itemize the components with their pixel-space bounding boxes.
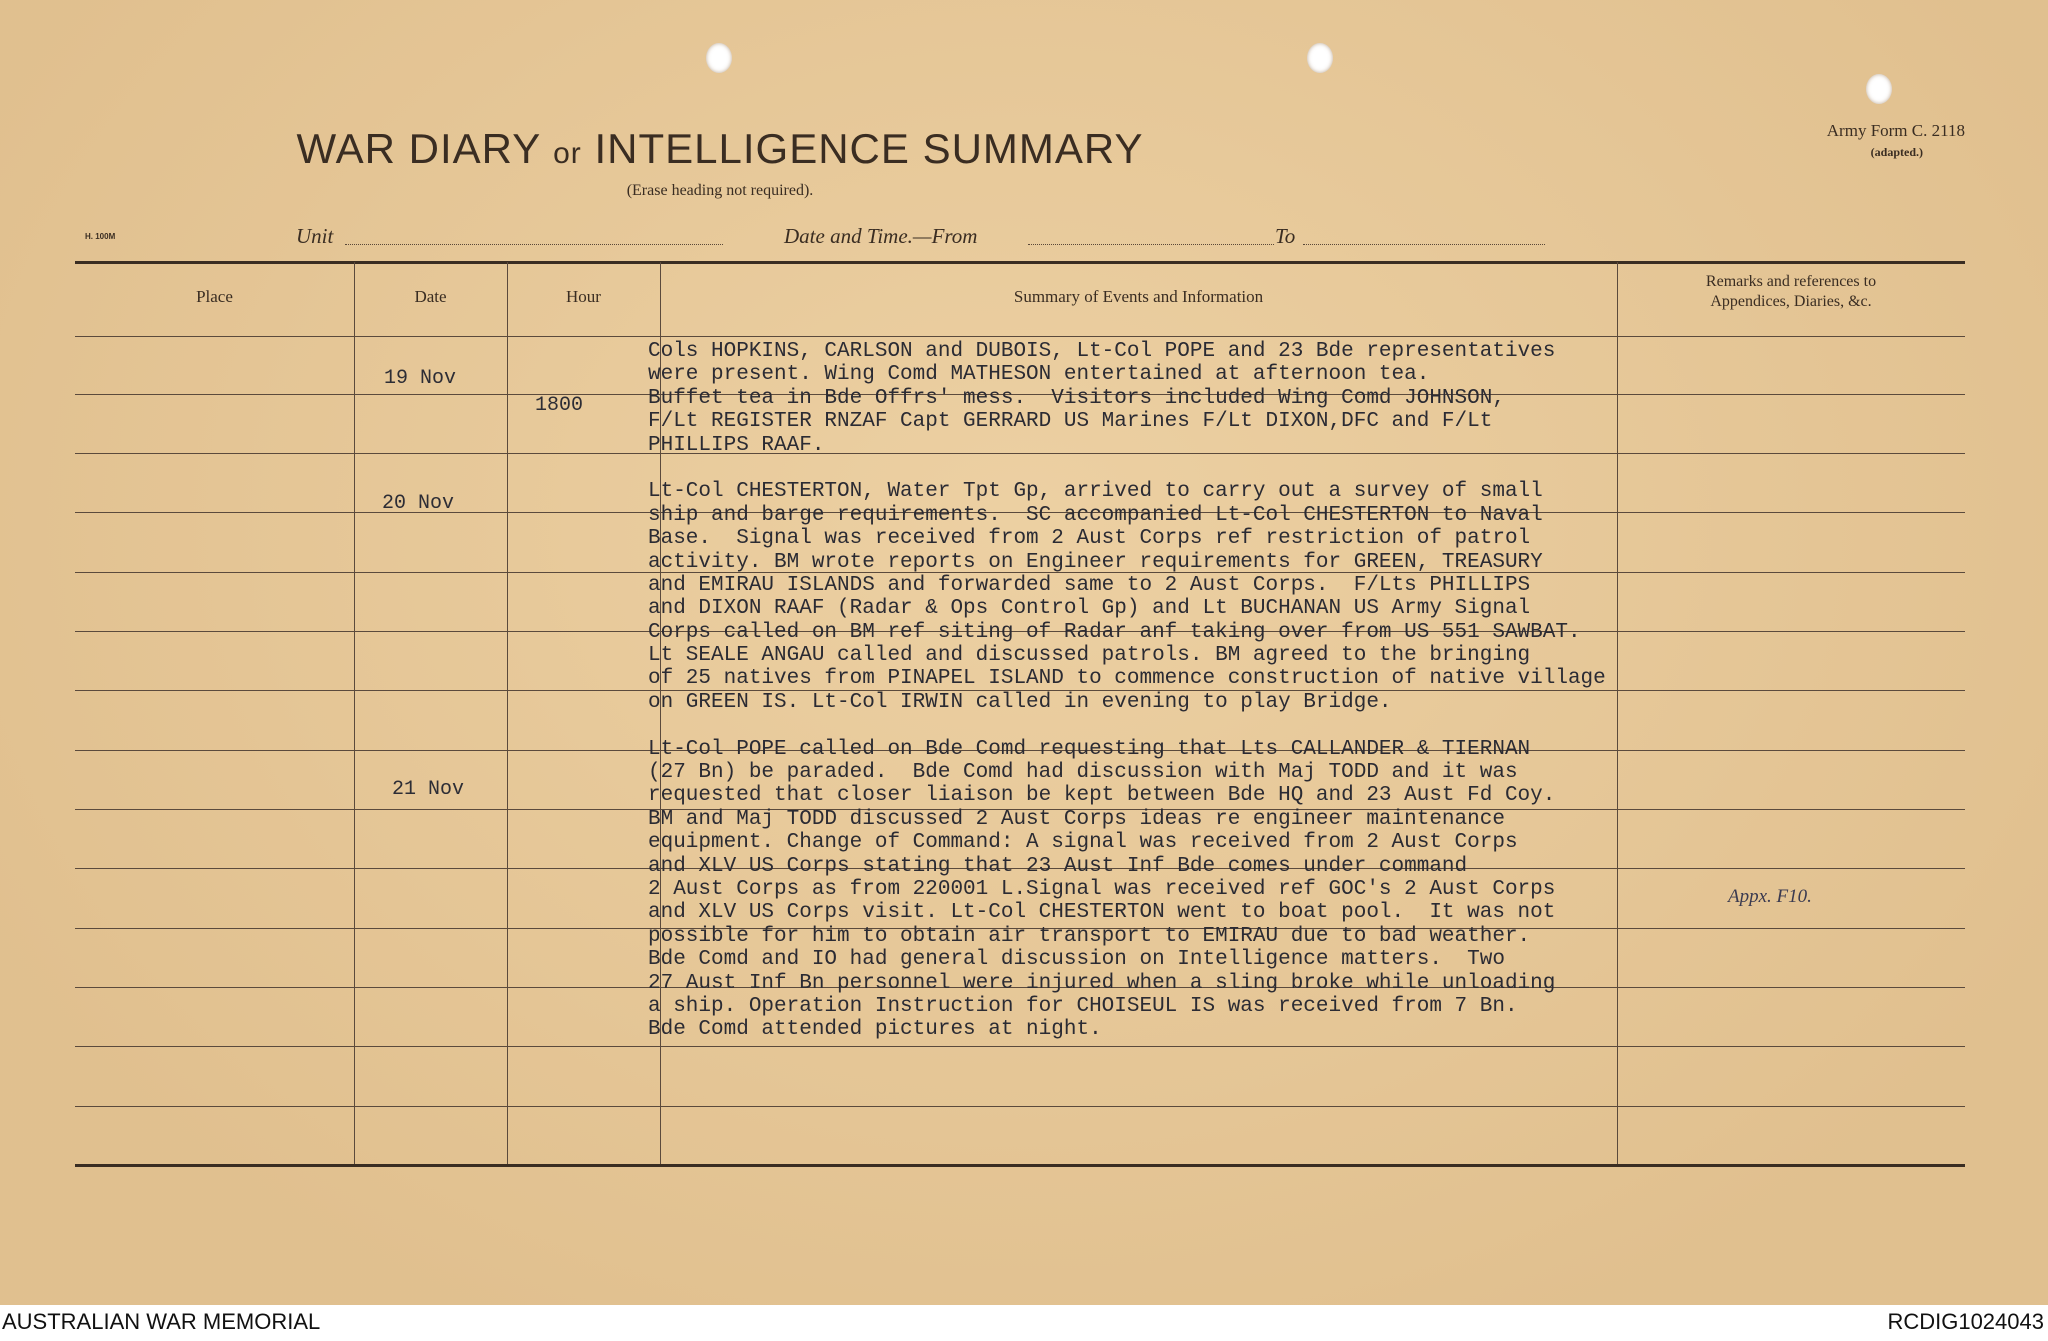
summary-text bbox=[648, 340, 1928, 1042]
col-header-place: Place bbox=[196, 287, 233, 306]
date-21-nov: 21 Nov bbox=[392, 778, 465, 801]
summary-line: and XLV US Corps visit. Lt-Col CHESTERTON went to boat pool. It was not bbox=[648, 901, 1556, 925]
form-subtitle: (Erase heading not required). bbox=[626, 182, 814, 199]
summary-line: possible for him to obtain air transport to EMIRAU due to bad weather. bbox=[648, 924, 1531, 948]
summary-line: of 25 natives from PINAPEL ISLAND to commence construction of native village bbox=[648, 667, 1606, 691]
form-title bbox=[0, 125, 1440, 173]
summary-line: equipment. Change of Command: A signal was received from 2 Aust Corps bbox=[648, 831, 1518, 855]
summary-line: Buffet tea in Bde Offrs' mess. Visitors included Wing Comd JOHNSON, bbox=[648, 386, 1505, 410]
summary-line: (27 Bn) be paraded. Bde Comd had discussion with Maj TODD and it was bbox=[648, 761, 1518, 785]
summary-line: activity. BM wrote reports on Engineer requirements for GREEN, TREASURY bbox=[648, 550, 1543, 574]
summary-line: Lt-Col CHESTERTON, Water Tpt Gp, arrived to carry out a survey of small bbox=[648, 480, 1543, 504]
title-intelligence-summary: INTELLIGENCE SUMMARY bbox=[594, 125, 1144, 172]
punch-hole bbox=[706, 43, 732, 73]
summary-line: Lt SEALE ANGAU called and discussed patrols. BM agreed to the bringing bbox=[648, 644, 1531, 668]
summary-line: and EMIRAU ISLANDS and forwarded same to 2 Aust Corps. F/Lts PHILLIPS bbox=[648, 573, 1531, 597]
to-label: To bbox=[1275, 224, 1296, 248]
summary-line: were present. Wing Comd MATHESON entertained at afternoon tea. bbox=[648, 363, 1430, 387]
col-header-remarks-line1: Remarks and references to bbox=[1705, 273, 1877, 290]
title-war-diary: WAR DIARY bbox=[296, 125, 541, 172]
col-header-summary: Summary of Events and Information bbox=[1013, 287, 1264, 306]
col-divider-place bbox=[354, 262, 355, 1164]
summary-line: and DIXON RAAF (Radar & Ops Control Gp) and Lt BUCHANAN US Army Signal bbox=[648, 597, 1531, 621]
summary-line: PHILLIPS RAAF. bbox=[648, 433, 825, 457]
form-number-block bbox=[1765, 121, 1965, 160]
col-header-hour: Hour bbox=[566, 287, 601, 306]
summary-line: a ship. Operation Instruction for CHOISEUL IS was received from 7 Bn. bbox=[648, 994, 1518, 1018]
col-divider-date bbox=[507, 262, 508, 1164]
hour-1800: 1800 bbox=[535, 394, 584, 417]
footer-institution: AUSTRALIAN WAR MEMORIAL bbox=[2, 1309, 321, 1334]
summary-line: BM and Maj TODD discussed 2 Aust Corps ideas re engineer maintenance bbox=[648, 807, 1505, 831]
summary-line: Corps called on BM ref siting of Radar anf taking over from US 551 SAWBAT. bbox=[648, 620, 1581, 644]
summary-line: ship and barge requirements. SC accompanied Lt-Col CHESTERTON to Naval bbox=[648, 503, 1543, 527]
col-header-date: Date bbox=[414, 287, 447, 306]
to-field-line bbox=[1303, 244, 1545, 245]
punch-hole bbox=[1307, 43, 1333, 73]
summary-line bbox=[648, 457, 1928, 480]
summary-line: 27 Aust Inf Bn personnel were injured when a sling broke while unloading bbox=[648, 971, 1556, 995]
footer-record-id: RCDIG1024043 bbox=[1887, 1309, 2044, 1334]
summary-line: on GREEN IS. Lt-Col IRWIN called in evening to play Bridge. bbox=[648, 690, 1392, 714]
summary-line: and XLV US Corps stating that 23 Aust Inf Bde comes under command bbox=[648, 854, 1468, 878]
header-bottom-rule bbox=[75, 336, 1965, 337]
from-field-line bbox=[1028, 244, 1274, 245]
form-number: Army Form C. 2118 bbox=[1826, 121, 1965, 140]
unit-label: Unit bbox=[296, 224, 334, 248]
summary-line: Base. Signal was received from 2 Aust Corps ref restriction of patrol bbox=[648, 527, 1531, 551]
summary-line: Cols HOPKINS, CARLSON and DUBOIS, Lt-Col POPE and 23 Bde representatives bbox=[648, 340, 1556, 363]
summary-line: F/Lt REGISTER RNZAF Capt GERRARD US Marines F/Lt DIXON,DFC and F/Lt bbox=[648, 410, 1493, 434]
form-adapted: (adapted.) bbox=[1870, 145, 1923, 159]
summary-line: Bde Comd and IO had general discussion on Intelligence matters. Two bbox=[648, 948, 1505, 972]
summary-line: Bde Comd attended pictures at night. bbox=[648, 1018, 1102, 1042]
summary-line: 2 Aust Corps as from 220001 L.Signal was received ref GOC's 2 Aust Corps bbox=[648, 877, 1556, 901]
col-header-remarks bbox=[1617, 272, 1965, 312]
summary-line bbox=[648, 714, 1928, 737]
col-header-remarks-line2: Appendices, Diaries, &c. bbox=[1710, 293, 1872, 310]
row-rule bbox=[75, 1106, 1965, 1107]
row-rule bbox=[75, 1046, 1965, 1047]
h-code: H. 100M bbox=[85, 232, 116, 241]
table-top-rule bbox=[75, 261, 1965, 264]
punch-hole bbox=[1866, 74, 1892, 104]
unit-field-line bbox=[345, 244, 723, 245]
title-or: or bbox=[553, 137, 582, 170]
date-20-nov: 20 Nov bbox=[382, 492, 455, 515]
remark-appx-f10: Appx. F10. bbox=[1728, 886, 1812, 907]
table-bottom-rule bbox=[75, 1164, 1965, 1167]
date-19-nov: 19 Nov bbox=[384, 367, 457, 390]
date-time-from-label: Date and Time.—From bbox=[784, 224, 978, 248]
summary-line: requested that closer liaison be kept between Bde HQ and 23 Aust Fd Coy. bbox=[648, 784, 1556, 808]
summary-line: Lt-Col POPE called on Bde Comd requesting that Lts CALLANDER & TIERNAN bbox=[648, 737, 1531, 761]
